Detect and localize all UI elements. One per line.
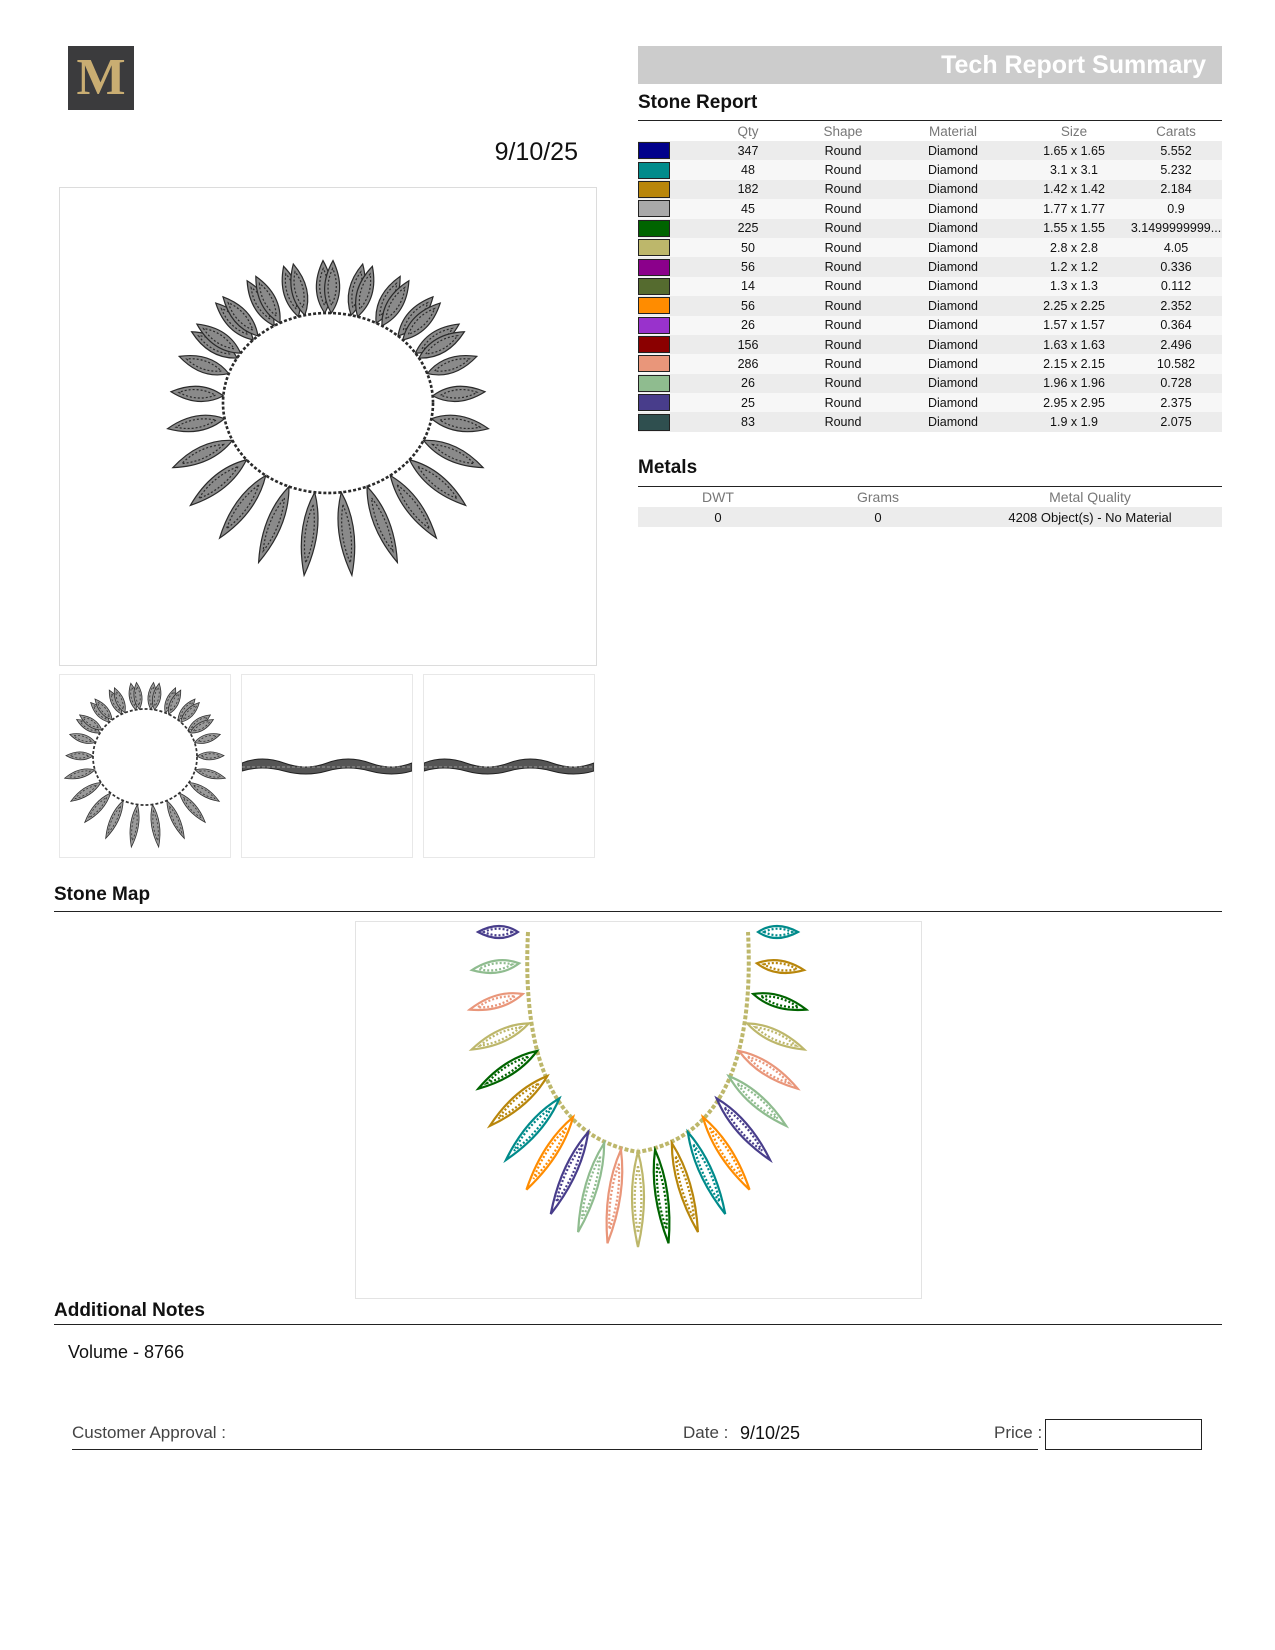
notes-text: Volume - 8766 (68, 1342, 185, 1362)
stone-row (638, 160, 1222, 179)
col-metal-quality: Metal Quality (1049, 489, 1131, 505)
stone-carats: 2.496 (1130, 335, 1222, 354)
stone-row (638, 316, 1222, 335)
stone-color-cell (638, 257, 698, 276)
stone-carats: 10.582 (1130, 354, 1222, 373)
stone-qty: 25 (698, 393, 798, 412)
necklace-render (60, 188, 596, 665)
price-input-box[interactable] (1045, 1419, 1202, 1450)
stone-report-heading: Stone Report (638, 92, 758, 113)
stone-material: Diamond (888, 354, 1018, 373)
stone-report-rule (638, 120, 1222, 121)
stone-material: Diamond (888, 199, 1018, 218)
approval-date-label: Date : (683, 1423, 729, 1442)
price-label: Price : (994, 1423, 1043, 1442)
stone-size: 1.9 x 1.9 (1018, 412, 1130, 431)
stone-color-swatch (638, 394, 670, 411)
stone-qty: 50 (698, 238, 798, 257)
stone-material: Diamond (888, 238, 1018, 257)
stone-qty: 56 (698, 257, 798, 276)
stone-color-cell (638, 238, 698, 257)
col-material: Material (928, 124, 977, 139)
stone-size: 3.1 x 3.1 (1018, 160, 1130, 179)
stone-shape: Round (798, 219, 888, 238)
stone-material: Diamond (888, 219, 1018, 238)
stone-carats: 2.375 (1130, 393, 1222, 412)
stone-color-swatch (638, 259, 670, 276)
stone-material: Diamond (888, 257, 1018, 276)
stone-material: Diamond (888, 316, 1018, 335)
stone-carats: 0.112 (1130, 277, 1222, 296)
stone-carats: 0.728 (1130, 374, 1222, 393)
stone-shape: Round (798, 199, 888, 218)
stone-carats: 0.9 (1130, 199, 1222, 218)
stone-material: Diamond (888, 296, 1018, 315)
stone-map-heading: Stone Map (54, 884, 151, 905)
stone-carats: 2.352 (1130, 296, 1222, 315)
stone-color-cell (638, 180, 698, 199)
stone-size: 1.77 x 1.77 (1018, 199, 1130, 218)
stone-carats: 3.1499999999... (1130, 219, 1222, 238)
report-title: Tech Report Summary (941, 51, 1206, 79)
stone-color-swatch (638, 200, 670, 217)
stone-size: 1.57 x 1.57 (1018, 316, 1130, 335)
stone-row (638, 257, 1222, 276)
stone-carats: 2.184 (1130, 180, 1222, 199)
stone-color-cell (638, 296, 698, 315)
metal-row (638, 507, 1222, 527)
stone-color-cell (638, 199, 698, 218)
main-render-view (59, 187, 597, 666)
stone-row (638, 238, 1222, 257)
stone-color-cell (638, 219, 698, 238)
stone-size: 1.65 x 1.65 (1018, 141, 1130, 160)
stone-material: Diamond (888, 374, 1018, 393)
stone-size: 1.3 x 1.3 (1018, 277, 1130, 296)
stone-color-cell (638, 277, 698, 296)
stone-report-table (638, 122, 1222, 432)
report-date: 9/10/25 (494, 138, 578, 166)
stone-size: 2.95 x 2.95 (1018, 393, 1130, 412)
metals-table (638, 487, 1222, 527)
stone-color-swatch (638, 336, 670, 353)
col-size: Size (1060, 124, 1088, 139)
stone-color-swatch (638, 142, 670, 159)
stone-shape: Round (798, 316, 888, 335)
stone-size: 1.63 x 1.63 (1018, 335, 1130, 354)
stone-carats: 2.075 (1130, 412, 1222, 431)
stone-shape: Round (798, 277, 888, 296)
stone-material: Diamond (888, 393, 1018, 412)
thumbnail-side-view[interactable] (241, 674, 413, 858)
stone-color-cell (638, 354, 698, 373)
approval-date-value: 9/10/25 (740, 1423, 801, 1443)
stone-shape: Round (798, 141, 888, 160)
col-grams: Grams (857, 489, 899, 505)
stone-color-swatch (638, 162, 670, 179)
stone-shape: Round (798, 412, 888, 431)
stone-qty: 347 (698, 141, 798, 160)
col-shape: Shape (823, 124, 863, 139)
stone-row (638, 219, 1222, 238)
metal-dwt: 0 (638, 507, 798, 527)
stone-color-cell (638, 412, 698, 431)
metal-grams: 0 (798, 507, 958, 527)
stone-shape: Round (798, 257, 888, 276)
stone-color-cell (638, 374, 698, 393)
stone-shape: Round (798, 393, 888, 412)
stone-qty: 45 (698, 199, 798, 218)
stone-color-swatch (638, 375, 670, 392)
stone-qty: 14 (698, 277, 798, 296)
stone-qty: 48 (698, 160, 798, 179)
col-qty: Qty (737, 124, 759, 139)
stone-qty: 26 (698, 374, 798, 393)
metal-quality: 4208 Object(s) - No Material (958, 507, 1222, 527)
stone-size: 1.42 x 1.42 (1018, 180, 1130, 199)
stone-row (638, 335, 1222, 354)
stone-map-rule (54, 911, 1222, 912)
stone-qty: 286 (698, 354, 798, 373)
stone-color-swatch (638, 297, 670, 314)
stone-color-cell (638, 335, 698, 354)
stone-size: 1.2 x 1.2 (1018, 257, 1130, 276)
approval-signature-line (72, 1449, 1038, 1450)
logo-letter: M (76, 49, 126, 106)
thumbnail-top-view[interactable] (59, 674, 231, 858)
thumbnail-front-view[interactable] (423, 674, 595, 858)
stone-shape: Round (798, 354, 888, 373)
stone-qty: 83 (698, 412, 798, 431)
stone-color-swatch (638, 239, 670, 256)
stone-color-swatch (638, 181, 670, 198)
stone-carats: 5.552 (1130, 141, 1222, 160)
stone-qty: 225 (698, 219, 798, 238)
col-carats: Carats (1156, 124, 1196, 139)
stone-material: Diamond (888, 160, 1018, 179)
stone-qty: 156 (698, 335, 798, 354)
stone-row (638, 296, 1222, 315)
stone-color-swatch (638, 220, 670, 237)
stone-size: 1.96 x 1.96 (1018, 374, 1130, 393)
stone-carats: 0.364 (1130, 316, 1222, 335)
stone-row (638, 374, 1222, 393)
metals-heading: Metals (638, 457, 698, 478)
stone-qty: 26 (698, 316, 798, 335)
stone-material: Diamond (888, 277, 1018, 296)
stone-size: 2.25 x 2.25 (1018, 296, 1130, 315)
stone-carats: 4.05 (1130, 238, 1222, 257)
report-title-bar (638, 46, 1222, 84)
stone-color-cell (638, 316, 698, 335)
stone-row (638, 393, 1222, 412)
stone-material: Diamond (888, 335, 1018, 354)
stone-color-cell (638, 141, 698, 160)
col-dwt: DWT (702, 489, 734, 505)
stone-size: 2.15 x 2.15 (1018, 354, 1130, 373)
stone-size: 1.55 x 1.55 (1018, 219, 1130, 238)
stone-carats: 0.336 (1130, 257, 1222, 276)
stone-material: Diamond (888, 412, 1018, 431)
stone-color-cell (638, 160, 698, 179)
stone-color-swatch (638, 355, 670, 372)
stone-row (638, 354, 1222, 373)
stone-color-cell (638, 393, 698, 412)
stone-shape: Round (798, 238, 888, 257)
stone-row (638, 412, 1222, 431)
stone-material: Diamond (888, 141, 1018, 160)
stone-color-swatch (638, 278, 670, 295)
notes-rule (54, 1324, 1222, 1325)
stone-map-image (355, 921, 922, 1299)
stone-color-swatch (638, 317, 670, 334)
stone-color-swatch (638, 414, 670, 431)
stone-carats: 5.232 (1130, 160, 1222, 179)
stone-shape: Round (798, 296, 888, 315)
stone-shape: Round (798, 374, 888, 393)
additional-notes-heading: Additional Notes (54, 1300, 205, 1321)
stone-shape: Round (798, 160, 888, 179)
stone-size: 2.8 x 2.8 (1018, 238, 1130, 257)
stone-row (638, 180, 1222, 199)
stone-row (638, 199, 1222, 218)
company-logo (68, 46, 134, 110)
stone-row (638, 277, 1222, 296)
stone-shape: Round (798, 180, 888, 199)
stone-material: Diamond (888, 180, 1018, 199)
customer-approval-label: Customer Approval : (72, 1423, 227, 1442)
stone-row (638, 141, 1222, 160)
stone-qty: 56 (698, 296, 798, 315)
stone-shape: Round (798, 335, 888, 354)
stone-qty: 182 (698, 180, 798, 199)
